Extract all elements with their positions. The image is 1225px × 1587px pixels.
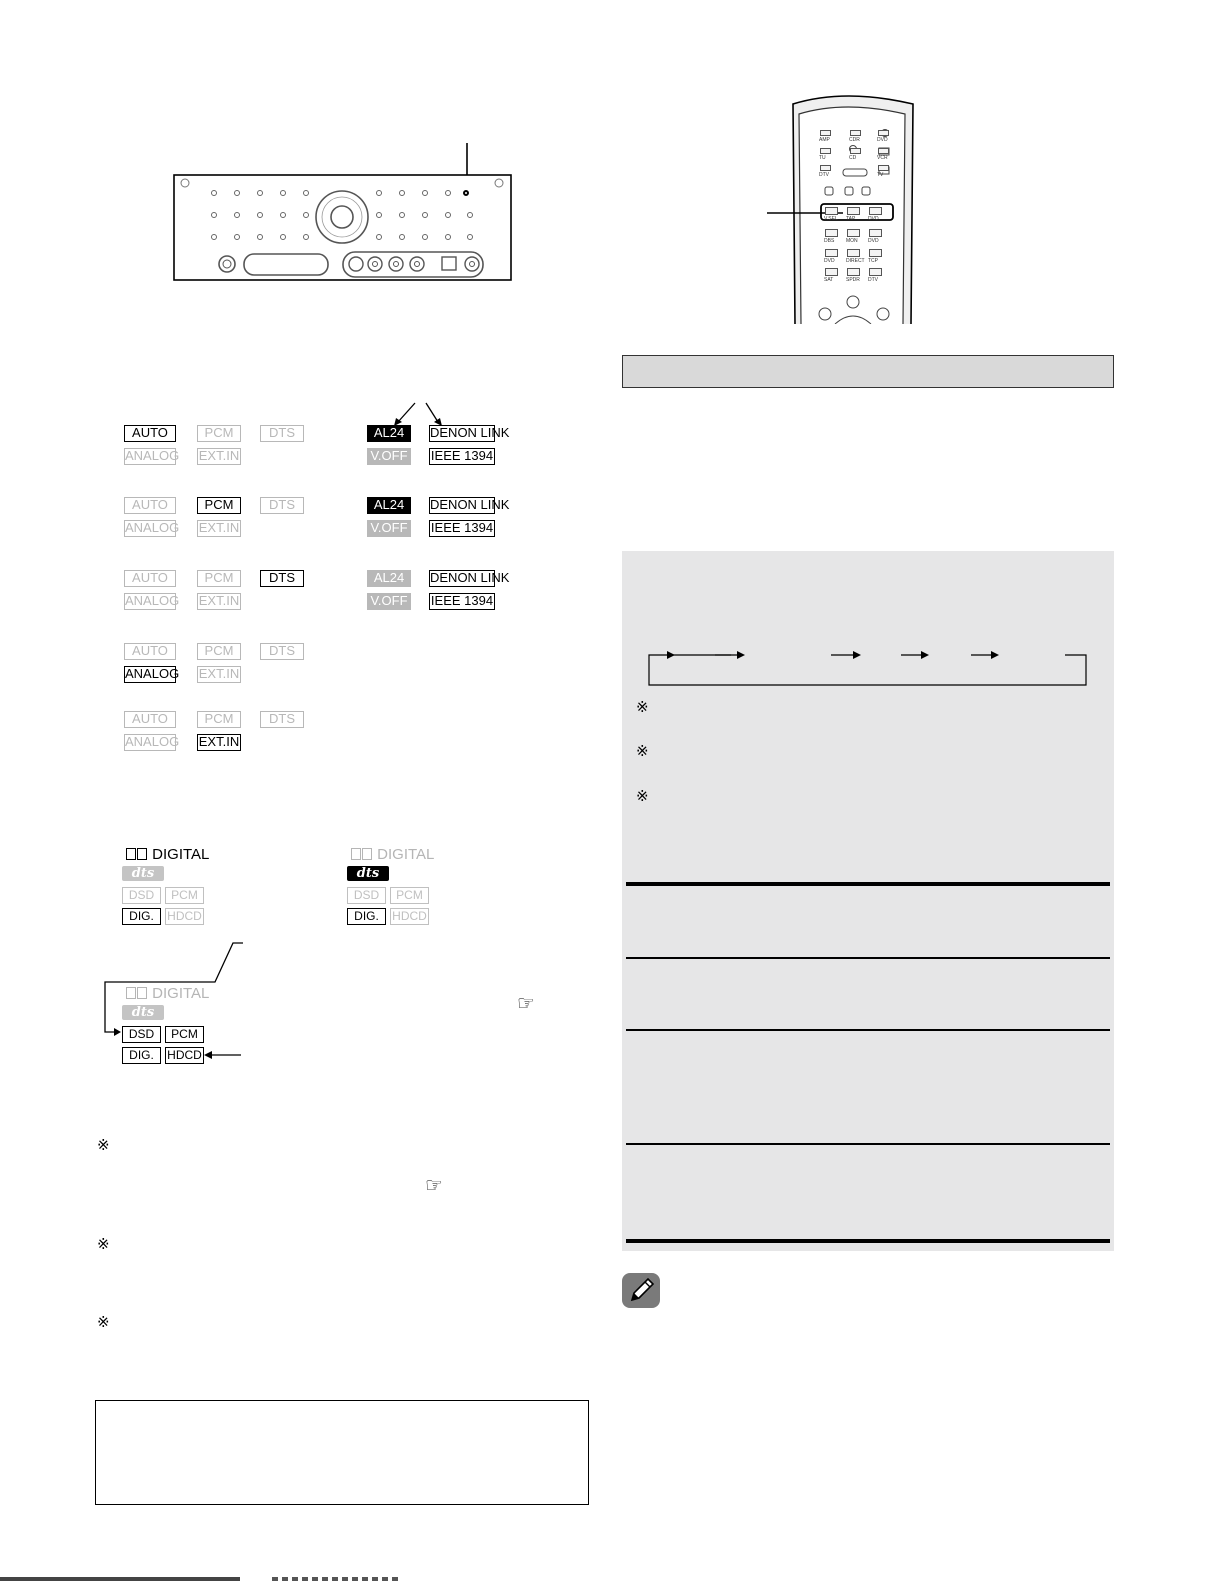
table-rule [626, 1029, 1110, 1031]
indicator-denon-link: DENON LINK [430, 425, 510, 440]
remote-mode-button [847, 229, 860, 237]
remote-mode-button [825, 229, 838, 237]
panel-button-dot [280, 234, 286, 240]
section-header-bar [622, 355, 1114, 388]
front-panel-figure [170, 140, 515, 285]
indicator-denon-link: DENON LINK [430, 497, 510, 512]
remote-mode-button [825, 207, 838, 215]
remote-button-label: DTV [868, 277, 878, 283]
indicator-v-off: V.OFF [367, 593, 411, 610]
remote-button-label: TAP [846, 216, 856, 222]
panel-button-dot [234, 234, 240, 240]
signal-hdcd: HDCD [165, 1047, 204, 1064]
note-mark: ※ [636, 788, 649, 805]
table-rule [626, 957, 1110, 959]
remote-mode-button [869, 229, 882, 237]
indicator-dts: DTS [260, 570, 304, 587]
table-rule-thick [626, 882, 1110, 886]
remote-mode-button [847, 207, 860, 215]
remote-button-label: DVD [824, 258, 835, 264]
panel-button-dot [399, 212, 405, 218]
remote-source-button [878, 165, 889, 171]
table-rule [626, 1143, 1110, 1145]
remote-mode-button [869, 207, 882, 215]
indicator-ext-in: EXT.IN [198, 593, 240, 608]
signal-pcm: PCM [165, 1026, 204, 1043]
panel-button-dot [211, 234, 217, 240]
indicator-analog: ANALOG [125, 666, 180, 681]
signal-dig: DIG. [122, 908, 161, 925]
signal-dsd: DSD [122, 1026, 161, 1043]
panel-button-dot [399, 234, 405, 240]
note-mark: ※ [97, 1314, 110, 1331]
signal-dsd: DSD [347, 887, 386, 904]
remote-button-label: DIRECT [846, 258, 865, 264]
panel-button-dot [445, 212, 451, 218]
panel-button-dot [445, 234, 451, 240]
panel-button-dot [211, 212, 217, 218]
signal-pcm: PCM [165, 887, 204, 904]
indicator-ieee-1394: IEEE 1394 [430, 593, 494, 608]
remote-button-label: TCP [868, 258, 878, 264]
remote-source-button [820, 130, 831, 136]
indicator-al24: AL24 [367, 425, 411, 442]
remote-mode-button [847, 268, 860, 276]
panel-button-dot [303, 212, 309, 218]
footer-artifact [0, 1577, 240, 1581]
indicator-callout-arrows [380, 400, 460, 428]
remote-button-label: CD [849, 155, 857, 161]
indicator-ieee-1394: IEEE 1394 [430, 448, 494, 463]
note-mark: ※ [636, 743, 649, 760]
remote-button-label: MON [846, 238, 858, 244]
indicator-auto: AUTO [124, 497, 176, 514]
highlighted-panel-button [463, 190, 469, 196]
panel-button-dot [467, 234, 473, 240]
panel-button-dot [399, 190, 405, 196]
panel-button-dot [257, 190, 263, 196]
indicator-auto: AUTO [124, 425, 176, 442]
indicator-pcm: PCM [197, 570, 241, 587]
panel-button-dot [303, 190, 309, 196]
panel-button-dot [376, 212, 382, 218]
reference-hand-icon: ☞ [425, 1175, 443, 1197]
indicator-dts: DTS [260, 425, 304, 442]
remote-button-label: VCR [877, 155, 888, 161]
indicator-al24: AL24 [367, 570, 411, 587]
indicator-ext-in: EXT.IN [198, 448, 240, 463]
signal-hdcd: HDCD [165, 908, 204, 925]
remote-button-label: AMP [819, 137, 830, 143]
signal-dig: DIG. [122, 1047, 161, 1064]
dts-logo: dts [122, 1005, 164, 1020]
panel-button-dot [376, 190, 382, 196]
reference-hand-icon: ☞ [517, 993, 535, 1015]
remote-illustration [765, 92, 925, 324]
panel-button-dot [422, 190, 428, 196]
remote-button-label: SPDR [846, 277, 860, 283]
remote-source-button [850, 130, 861, 136]
remote-button-label: TV [877, 172, 884, 178]
indicator-analog: ANALOG [125, 520, 180, 535]
indicator-analog: ANALOG [125, 593, 180, 608]
indicator-dts: DTS [260, 711, 304, 728]
dolby-digital-logo: DIGITAL [126, 847, 209, 863]
table-rule-thick [626, 1239, 1110, 1243]
dts-logo: dts [122, 866, 164, 881]
remote-button-label: SAT [824, 277, 834, 283]
remote-mode-button [869, 249, 882, 257]
panel-button-dot [445, 190, 451, 196]
indicator-ext-in: EXT.IN [198, 666, 240, 681]
remote-mode-button [825, 249, 838, 257]
remote-button-label: DVD [877, 137, 888, 143]
remote-mode-button [869, 268, 882, 276]
panel-button-dot [467, 212, 473, 218]
indicator-ext-in: EXT.IN [198, 734, 240, 749]
dolby-digital-logo: DIGITAL [126, 986, 209, 1002]
panel-button-dot [234, 212, 240, 218]
remote-source-button [878, 130, 889, 136]
remote-button-label: DVD [868, 238, 879, 244]
remote-button-label: V.SEL [824, 216, 838, 222]
indicator-pcm: PCM [197, 497, 241, 514]
remote-button-label: DVD [868, 216, 879, 222]
indicator-analog: ANALOG [125, 448, 180, 463]
remote-button-label: CDR [849, 137, 860, 143]
signal-hdcd: HDCD [390, 908, 429, 925]
indicator-al24: AL24 [367, 497, 411, 514]
indicator-v-off: V.OFF [367, 448, 411, 465]
note-mark: ※ [97, 1236, 110, 1253]
note-mark: ※ [97, 1137, 110, 1154]
flow-cycle-diagram [645, 648, 1090, 688]
panel-button-dot [257, 212, 263, 218]
footer-artifact [272, 1577, 402, 1581]
indicator-dts: DTS [260, 643, 304, 660]
remote-button-label: DBS [824, 238, 835, 244]
panel-button-dot [303, 234, 309, 240]
remote-source-button [850, 148, 861, 154]
indicator-analog: ANALOG [125, 734, 180, 749]
remote-source-button [820, 148, 831, 154]
panel-button-dot [257, 234, 263, 240]
indicator-denon-link: DENON LINK [430, 570, 510, 585]
indicator-auto: AUTO [124, 643, 176, 660]
pencil-note-icon [622, 1273, 660, 1308]
signal-dsd: DSD [122, 887, 161, 904]
panel-button-dot [280, 190, 286, 196]
remote-figure [765, 92, 925, 324]
panel-button-dot [376, 234, 382, 240]
indicator-auto: AUTO [124, 570, 176, 587]
remote-mode-button [825, 268, 838, 276]
indicator-dts: DTS [260, 497, 304, 514]
front-panel-illustration [170, 140, 515, 285]
remote-mode-button [847, 249, 860, 257]
signal-pcm: PCM [390, 887, 429, 904]
remote-source-button [820, 165, 831, 171]
indicator-pcm: PCM [197, 425, 241, 442]
indicator-auto: AUTO [124, 711, 176, 728]
indicator-v-off: V.OFF [367, 520, 411, 537]
indicator-ext-in: EXT.IN [198, 520, 240, 535]
panel-button-dot [211, 190, 217, 196]
signal-callout-lines [95, 940, 255, 1070]
panel-button-dot [422, 212, 428, 218]
dts-logo: dts [347, 866, 389, 881]
indicator-pcm: PCM [197, 711, 241, 728]
remote-source-button [878, 148, 889, 154]
signal-dig: DIG. [347, 908, 386, 925]
dolby-digital-logo: DIGITAL [351, 847, 434, 863]
remote-button-label: TU [819, 155, 826, 161]
bordered-note-box [95, 1400, 589, 1505]
remote-button-label: DTV [819, 172, 829, 178]
panel-button-dot [234, 190, 240, 196]
indicator-pcm: PCM [197, 643, 241, 660]
panel-button-dot [280, 212, 286, 218]
note-mark: ※ [636, 699, 649, 716]
indicator-ieee-1394: IEEE 1394 [430, 520, 494, 535]
panel-button-dot [422, 234, 428, 240]
